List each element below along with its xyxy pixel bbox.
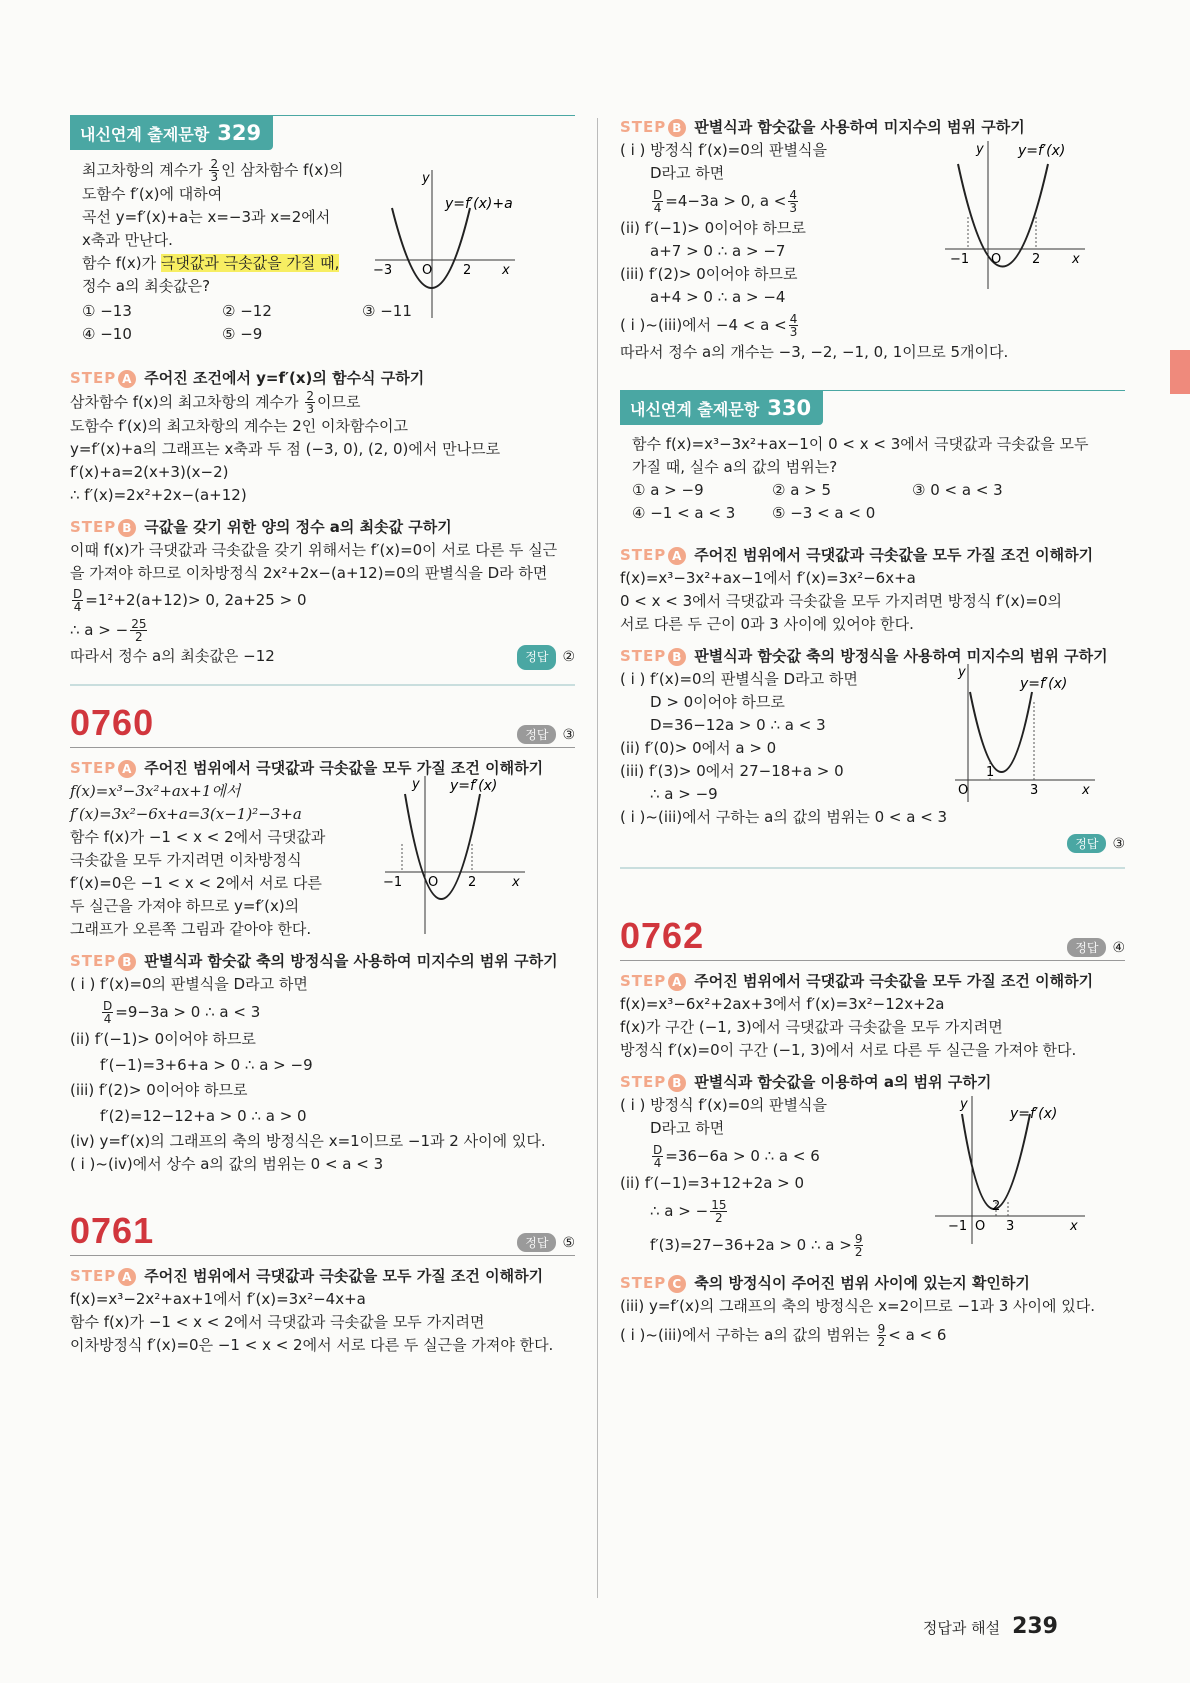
text: ②: [562, 649, 575, 665]
text: 정답: [1067, 834, 1106, 853]
text: 정답과 해설: [922, 1619, 1001, 1637]
text: 0761: [70, 1210, 155, 1251]
text: ③ −11: [362, 302, 412, 320]
text: 2: [135, 630, 143, 644]
text: 주어진 조건에서 y=f′(x)의 함수식 구하기: [144, 369, 425, 387]
text: 주어진 범위에서 극댓값과 극솟값을 모두 가질 조건 이해하기: [694, 972, 1094, 990]
text: 인 삼차함수 f(x)의: [221, 161, 344, 179]
text: (ii) f′(−1)> 0이어야 하므로: [620, 219, 806, 237]
text: < a < 6: [888, 1326, 947, 1344]
text: y: [412, 777, 420, 792]
text: 3: [306, 402, 314, 416]
text: 정답: [517, 1233, 556, 1252]
text: ( i )~(iv)에서 상수 a의 값의 범위는 0 < a < 3: [70, 1155, 384, 1173]
text: 주어진 범위에서 극댓값과 극솟값을 모두 가질 조건 이해하기: [144, 1267, 544, 1285]
text: 4: [73, 600, 82, 614]
text: ④: [1112, 939, 1125, 956]
text: O: [428, 875, 439, 890]
text: =1²+2(a+12)> 0, 2a+25 > 0: [85, 591, 307, 609]
text: (ii) f′(−1)> 0이어야 하므로: [70, 1030, 256, 1048]
text: x: [502, 263, 510, 278]
text: x: [1070, 1219, 1078, 1234]
text: 함수 f(x)가 −1 < x < 2에서 극댓값과 극솟값을 모두 가지려면: [70, 1313, 485, 1331]
problem-0761-header: [70, 1210, 575, 1256]
text: 이때 f(x)가 극댓값과 극솟값을 갖기 위해서는 f′(x)=0이 서로 다른 두 실근: [70, 541, 558, 559]
text: =4−3a > 0, a <: [665, 192, 787, 210]
text: 2: [468, 875, 477, 890]
p0760-graph: [380, 774, 530, 934]
text: f′(x)=3x²−6x+a=3(x−1)²−3+a: [70, 805, 302, 823]
tick-label: 2: [463, 263, 472, 278]
text: 25: [131, 617, 147, 631]
text: 0 < x < 3에서 극댓값과 극솟값을 모두 가지려면 방정식 f′(x)=0의: [620, 592, 1062, 610]
text: 주어진 범위에서 극댓값과 극솟값을 모두 가질 조건 이해하기: [144, 759, 544, 777]
text: 329: [217, 121, 262, 145]
step-a-header: [70, 366, 575, 390]
text: f(x)=x³−6x²+2ax+3에서 f′(x)=3x²−12x+2a: [620, 995, 945, 1013]
separator: [70, 684, 575, 686]
text: 3: [1006, 1219, 1015, 1234]
text: ⑤: [562, 1234, 575, 1251]
p0761-graph: [940, 139, 1090, 289]
text: 2: [1032, 252, 1041, 267]
q330-graph: [950, 662, 1100, 802]
curve-label: y=f′(x)+a: [445, 196, 513, 212]
text: ③: [562, 726, 575, 743]
text: D: [73, 587, 83, 601]
q329-graph: [370, 168, 520, 318]
text: ( i ) f′(x)=0의 판별식을 D라고 하면: [70, 975, 308, 993]
text: 내신연계 출제문항: [630, 399, 760, 419]
text: x: [512, 875, 520, 890]
text: O: [991, 252, 1002, 267]
text: 판별식과 함숫값 축의 방정식을 사용하여 미지수의 범위 구하기: [694, 647, 1108, 665]
text: x축과 만난다.: [82, 231, 173, 249]
text: 두 실근을 가져야 하므로 y=f′(x)의: [70, 897, 300, 915]
text: =9−3a > 0 ∴ a < 3: [115, 1003, 261, 1021]
text: 축의 방정식이 주어진 범위 사이에 있는지 확인하기: [694, 1274, 1030, 1292]
text: 극솟값을 모두 가지려면 이차방정식: [70, 851, 302, 869]
text: ∴ f′(x)=2x²+2x−(a+12): [70, 486, 247, 504]
answer-badge: [517, 645, 575, 670]
text: 그래프가 오른쪽 그림과 같아야 한다.: [70, 920, 312, 938]
highlight: 극댓값과 극솟값을 가질 때,: [160, 254, 340, 272]
tick-label: O: [422, 263, 433, 278]
text: 330: [767, 396, 812, 420]
text: ② −12: [222, 302, 272, 320]
text: B: [118, 519, 136, 537]
q329-tag-bar: [70, 115, 575, 150]
text: A: [118, 370, 136, 388]
q330-tag: [620, 391, 823, 425]
text: 함수 f(x)가: [82, 254, 157, 272]
page-footer: [923, 1614, 1058, 1639]
text: 판별식과 함숫값을 이용하여 a의 범위 구하기: [694, 1073, 992, 1091]
text: f′(−1)=3+6+a > 0 ∴ a > −9: [100, 1056, 313, 1074]
q329-body: [70, 158, 575, 358]
text: 3: [210, 170, 219, 184]
text: ⑤ −3 < a < 0: [772, 504, 876, 522]
text: f′(x)+a=2(x+3)(x−2): [70, 463, 229, 481]
text: ( i )~(iii)에서 구하는 a의 값의 범위는 0 < a < 3: [620, 808, 948, 826]
text: 내신연계 출제문항: [80, 124, 210, 144]
text: y: [976, 142, 984, 157]
text: f′(2)=12−12+a > 0 ∴ a > 0: [100, 1107, 307, 1125]
text: f′(x)=0은 −1 < x < 2에서 서로 다른: [70, 874, 322, 892]
text: (iii) f′(2)> 0이어야 하므로: [70, 1081, 248, 1099]
q330-tag-bar: [620, 390, 1125, 425]
text: D라고 하면: [650, 164, 725, 182]
text: y=f′(x): [450, 778, 498, 794]
text: −1: [948, 1219, 968, 1234]
text: f(x)=x³−2x²+ax+1에서 f′(x)=3x²−4x+a: [70, 1290, 366, 1308]
text: ③: [1112, 835, 1125, 852]
text: ( i )~(iii)에서 구하는 a의 값의 범위는: [620, 1326, 870, 1344]
text: 따라서 정수 a의 개수는 −3, −2, −1, 0, 1이므로 5개이다.: [620, 343, 1009, 361]
text: x: [1082, 783, 1090, 798]
text: D=36−12a > 0 ∴ a < 3: [650, 716, 826, 734]
text: 0760: [70, 702, 155, 743]
text: 주어진 범위에서 극댓값과 극솟값을 모두 가질 조건 이해하기: [694, 546, 1094, 564]
q329-tag: [70, 116, 273, 150]
text: O: [975, 1219, 986, 1234]
text: y=f′(x)+a의 그래프는 x축과 두 점 (−3, 0), (2, 0)에서 만나므로: [70, 440, 501, 458]
text: 곡선 y=f′(x)+a는 x=−3과 x=2에서: [82, 208, 331, 226]
text: ∴ a > −: [650, 1202, 709, 1220]
right-column: STEP B 판별식과 함숫값을 사용하여 미지수의 범위 구하기 ( i ) 방정식 f′(x)=0의 판별식을 D라고 하면 $\frac{D}{4}$ =4−3a > 0, a < $\frac{4}{3}$ (ii) f′(−1)> 0이어야 하므로 a+7 > 0 ∴ a > −7 (iii) f′(2)> 0이어야 하므로 a+4 > 0 ∴ a > −4 ( i )~(iii)에서 −4 < a < $\frac{4}{3}$ 따라서 정수 a의 개수는 −3, −2, −1, 0, 1이므로 5개이다. −1 O 2 x y y=f′(x) 내신연계 출제문항 330 함수 f(x)=x³−3x²+ax−1이 0 < x < 3에서 극댓값과 극솟값을 모두 가질 때, 실수 a의 값의 범위는? ① a > −9 ② a > 5 ③ 0 < a < 3 ④ −1 < a < 3 ⑤ −3 < a < 0 STEP A 주어진 범위에서 극댓값과 극솟값을 모두 가질 조건 이해하기 f(x)=x³−3x²+ax−1에서 f′(x)=3x²−6x+a 0 < x < 3에서 극댓값과 극솟값을 모두 가지려면 방정식 f′(x)=0의 서로 다른 두 근이 0과 3 사이에 있어야 한다. STEP B 판별식과 함숫값 축의 방정식을 사용하여 미지수의 범위 구하기 ( i ) f′(x)=0의 판별식을 D라고 하면 D > 0이어야 하므로 D=36−12a > 0 ∴ a < 3 (ii) f′(0)> 0에서 a > 0 (iii) f′(3)> 0에서 27−18+a > 0 ∴ a > −9 ( i )~(iii)에서 구하는 a의 값의 범위는 0 < a < 3 O 1 3 x y y=f′(x) 정답 ③ 0762 정답 ④ STEP A 주어진 범위에서 극댓값과 극솟값을 모두 가질 조건 이해하기 f(x)=x³−6x²+2ax+3에서 f′(x)=3x²−12x+2a f(x)가 구간 (−1, 3)에서 극댓값과 극솟값을 모두 가지려면 방정식 f′(x)=0이 구간 (−1, 3)에서 서로 다른 두 실근을 가져야 한다. STEP B 판별식과 함숫값을 이용하여 a의 범위 구하기 ( i ) 방정식 f′(x)=0의 판별식을 D라고 하면 $\frac{D}{4}$ =36−6a > 0 ∴ a < 6 (ii) f′(−1)=3+12+2a > 0 ∴ a > − $\frac{15}{2}$ f′(3)=27−36+2a > 0 ∴ a > $\frac{9}{2}$ −1 O 2 3 x y y=f′(x) STEP C 축의 방정식이 주어진 범위 사이에 있는지 확인하기 (iii) y=f′(x)의 그래프의 축의 방정식은 x=2이므로 −1과 3 사이에 있다. ( i )~(iii)에서 구하는 a의 값의 범위는 $\frac{9}{2}$ < a < 6: [620, 118, 1125, 1349]
text: ④ −10: [82, 325, 132, 343]
text: ⑤ −9: [222, 325, 263, 343]
text: f(x)=x³−3x²+ax+1에서: [70, 782, 241, 800]
text: −1: [950, 252, 970, 267]
text: ① −13: [82, 302, 132, 320]
text: O: [958, 783, 969, 798]
text: y=f′(x): [1018, 143, 1066, 159]
text: 정답: [517, 645, 556, 670]
text: ( i ) 방정식 f′(x)=0의 판별식을: [620, 141, 828, 159]
text: 정답: [1067, 938, 1106, 957]
text: (iii) f′(2)> 0이어야 하므로: [620, 265, 798, 283]
text: 2: [306, 389, 314, 403]
p0762-graph: [930, 1094, 1090, 1244]
text: y: [422, 171, 430, 186]
text: ∴ a > −9: [650, 785, 718, 803]
text: D라고 하면: [650, 1119, 725, 1137]
text: (ii) f′(0)> 0에서 a > 0: [620, 739, 777, 757]
text: 을 가져야 하므로 이차방정식 2x²+2x−(a+12)=0의 판별식을 D라 하면: [70, 564, 548, 582]
separator: [620, 867, 1125, 869]
tick-label: −3: [373, 263, 393, 278]
text: ④ −1 < a < 3: [632, 504, 736, 522]
text: 1: [986, 765, 995, 780]
text: D > 0이어야 하므로: [650, 693, 785, 711]
text: STEP: [70, 518, 117, 536]
text: ③ 0 < a < 3: [912, 481, 1003, 499]
side-tab-marker: [1170, 350, 1190, 394]
text: ① a > −9: [632, 481, 704, 499]
text: 정수 a의 최솟값은?: [82, 277, 211, 295]
text: ( i ) 방정식 f′(x)=0의 판별식을: [620, 1096, 828, 1114]
text: y=f′(x): [1010, 1106, 1058, 1122]
text: 이므로: [316, 393, 361, 411]
step-b-header: [70, 515, 575, 539]
text: 이차방정식 f′(x)=0은 −1 < x < 2에서 서로 다른 두 실근을 가져야 한다.: [70, 1336, 554, 1354]
text: STEP: [70, 369, 117, 387]
text: y=f′(x): [1020, 676, 1068, 692]
text: ② a > 5: [772, 481, 832, 499]
text: (ii) f′(−1)=3+12+2a > 0: [620, 1174, 805, 1192]
text: 판별식과 함숫값을 사용하여 미지수의 범위 구하기: [694, 118, 1025, 136]
text: a+4 > 0 ∴ a > −4: [650, 288, 786, 306]
problem-0760-header: [70, 702, 575, 748]
text: 정답: [517, 725, 556, 744]
text: =36−6a > 0 ∴ a < 6: [665, 1147, 820, 1165]
text: 판별식과 함숫값 축의 방정식을 사용하여 미지수의 범위 구하기: [144, 952, 558, 970]
page-number: 239: [1012, 1614, 1058, 1639]
text: 도함수 f′(x)의 최고차항의 계수는 2인 이차함수이고: [70, 417, 408, 435]
text: 2: [992, 1199, 1001, 1214]
text: a+7 > 0 ∴ a > −7: [650, 242, 786, 260]
text: f(x)가 구간 (−1, 3)에서 극댓값과 극솟값을 모두 가지려면: [620, 1018, 1003, 1036]
text: 3: [1030, 783, 1039, 798]
problem-0762-header: [620, 915, 1125, 961]
text: 함수 f(x)=x³−3x²+ax−1이 0 < x < 3에서 극댓값과 극솟값을 모두: [632, 435, 1089, 453]
text: 따라서 정수 a의 최솟값은 −12: [70, 647, 275, 665]
text: 극값을 갖기 위한 양의 정수 a의 최솟값 구하기: [144, 518, 452, 536]
text: 방정식 f′(x)=0이 구간 (−1, 3)에서 서로 다른 두 실근을 가져야 한다.: [620, 1041, 1077, 1059]
text: 삼차함수 f(x)의 최고차항의 계수가: [70, 393, 299, 411]
text: (iv) y=f′(x)의 그래프의 축의 방정식은 x=1이므로 −1과 2 사이에 있다.: [70, 1132, 546, 1150]
text: (iii) f′(3)> 0에서 27−18+a > 0: [620, 762, 844, 780]
text: f′(3)=27−36+2a > 0 ∴ a >: [650, 1236, 852, 1254]
text: ( i )~(iii)에서 −4 < a <: [620, 316, 787, 334]
text: ( i ) f′(x)=0의 판별식을 D라고 하면: [620, 670, 858, 688]
text: x: [1072, 252, 1080, 267]
text: 가질 때, 실수 a의 값의 범위는?: [632, 458, 838, 476]
text: ∴ a > −: [70, 621, 129, 639]
text: 0762: [620, 915, 705, 956]
text: −1: [383, 875, 403, 890]
column-divider: [597, 118, 598, 1598]
text: 최고차항의 계수가: [82, 161, 203, 179]
left-column: 내신연계 출제문항 329 최고차항의 계수가 $\frac{2}{3}$ 인 삼차함수 f(x)의 도함수 f′(x)에 대하여 곡선 y=f′(x)+a는 x=−3과 x=2에서 x축과 만난다. 함수 f(x)가 극댓값과 극솟값을 가질 때, 정수 a의 최솟값은? ① −13 ② −12 ③ −11 ④ −10 ⑤ −9 −3 O 2 x y y=f′(x)+a STEP A 주어진 조건에서 y=f′(x)의 함수식 구하기 삼차함수 f(x)의 최고차항의 계수가 $\frac{2}{3}$ 이므로 도함수 f′(x)의 최고차항의 계수는 2인 이차함수이고 y=f′(x)+a의 그래프는 x축과 두 점 (−3, 0), (2, 0)에서 만나므로 f′(x)+a=2(x+3)(x−2) ∴ f′(x)=2x²+2x−(a+12) STEP B 극값을 갖기 위한 양의 정수 a의 최솟값 구하기 이때 f(x)가 극댓값과 극솟값을 갖기 위해서는 f′(x)=0이 서로 다른 두 실근 을 가져야 하므로 이차방정식 2x²+2x−(a+12)=0의 판별식을 D라 하면 $\frac{D}{4}$ =1²+2(a+12)> 0, 2a+25 > 0 ∴ a > − $\frac{25}{2}$ 따라서 정수 a의 최솟값은 −12 정답 ② 0760 정답 ③ STEP A 주어진 범위에서 극댓값과 극솟값을 모두 가질 조건 이해하기 f(x)=x³−3x²+ax+1에서 f′(x)=3x²−6x+a=3(x−1)²−3+a 함수 f(x)가 −1 < x < 2에서 극댓값과 극솟값을 모두 가지려면 이차방정식 f′(x)=0은 −1 < x < 2에서 서로 다른 두 실근을 가져야 하므로 y=f′(x)의 그래프가 오른쪽 그림과 같아야 한다. −1 O 2 x y y=f′(x) STEP B 판별식과 함숫값 축의 방정식을 사용하여 미지수의 범위 구하기 ( i ) f′(x)=0의 판별식을 D라고 하면 $\frac{D}{4}$ =9−3a > 0 ∴ a < 3 (ii) f′(−1)> 0이어야 하므로 f′(−1)=3+6+a > 0 ∴ a > −9 (iii) f′(2)> 0이어야 하므로 f′(2)=12−12+a > 0 ∴ a > 0 (iv) y=f′(x)의 그래프의 축의 방정식은 x=1이므로 −1과 2 사이에 있다. ( i )~(iv)에서 상수 a의 값의 범위는 0 < a < 3 0761 정답 ⑤ STEP A 주어진 범위에서 극댓값과 극솟값을 모두 가질 조건 이해하기 f(x)=x³−2x²+ax+1에서 f′(x)=3x²−4x+a 함수 f(x)가 −1 < x < 2에서 극댓값과 극솟값을 모두 가지려면 이차방정식 f′(x)=0은 −1 < x < 2에서 서로 다른 두 실근을 가져야 한다.: [70, 115, 575, 1357]
text: 함수 f(x)가 −1 < x < 2에서 극댓값과: [70, 828, 326, 846]
text: y: [958, 665, 966, 680]
text: y: [960, 1097, 968, 1112]
text: f(x)=x³−3x²+ax−1에서 f′(x)=3x²−6x+a: [620, 569, 916, 587]
text: (iii) y=f′(x)의 그래프의 축의 방정식은 x=2이므로 −1과 3 사이에 있다.: [620, 1297, 1096, 1315]
text: 2: [210, 157, 219, 171]
text: 서로 다른 두 근이 0과 3 사이에 있어야 한다.: [620, 615, 914, 633]
text: 도함수 f′(x)에 대하여: [82, 185, 223, 203]
